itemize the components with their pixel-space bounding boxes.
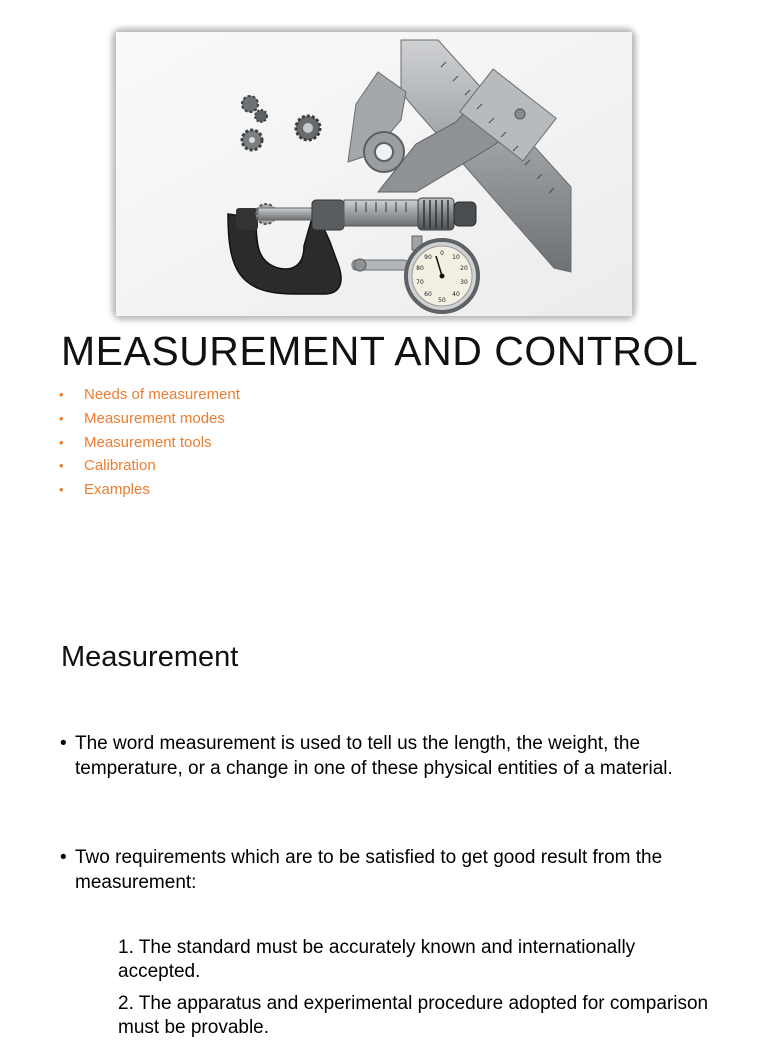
bullet-icon: •	[59, 410, 64, 426]
topic-list	[58, 383, 240, 502]
bullet-icon: •	[59, 434, 64, 450]
list-item	[58, 478, 240, 502]
bullet-icon: •	[60, 847, 67, 868]
bullet-icon: •	[60, 733, 67, 754]
list-item	[58, 383, 240, 407]
topic-label: Calibration	[84, 457, 156, 475]
dial-number: 70	[416, 279, 424, 286]
dial-number: 60	[424, 291, 432, 298]
topic-label: Measurement tools	[84, 433, 212, 451]
measuring-tools-photo-icon	[116, 32, 632, 316]
paragraph	[60, 732, 735, 781]
measuring-tools-photo	[116, 32, 632, 316]
topic-label: Examples	[84, 481, 150, 499]
requirement-item: 1. The standard must be accurately known and internationally accepted.	[118, 937, 636, 982]
paragraph	[60, 846, 735, 895]
dial-number: 10	[452, 254, 460, 261]
bullet-icon: •	[59, 458, 64, 474]
topic-label: Measurement modes	[84, 409, 225, 427]
dial-number: 40	[452, 291, 460, 298]
bullet-icon: •	[59, 387, 64, 402]
list-item	[58, 454, 240, 478]
slide1-title: MEASUREMENT AND CONTROL	[61, 328, 699, 374]
topic-label: Needs of measurement	[84, 386, 240, 403]
dial-number: 50	[438, 297, 446, 304]
dial-number: 90	[424, 254, 432, 261]
slide2-title: Measurement	[61, 641, 239, 673]
bearing-ring-icon	[364, 132, 404, 172]
bullet-icon: •	[59, 482, 64, 498]
paragraph-text: The word measurement is used to tell us the length, the weight, the temperature, or a change in one of these physical entities of a material.	[75, 733, 673, 779]
requirement-item: 2. The apparatus and experimental procedure adopted for comparison must be provable.	[118, 993, 709, 1038]
dial-number: 30	[460, 279, 468, 286]
dial-number: 20	[460, 265, 468, 272]
list-item	[58, 431, 240, 455]
paragraph-text: Two requirements which are to be satisfied to get good result from the measurement:	[75, 847, 663, 893]
list-item	[58, 407, 240, 431]
dial-number: 0	[440, 250, 444, 257]
dial-number: 80	[416, 265, 424, 272]
